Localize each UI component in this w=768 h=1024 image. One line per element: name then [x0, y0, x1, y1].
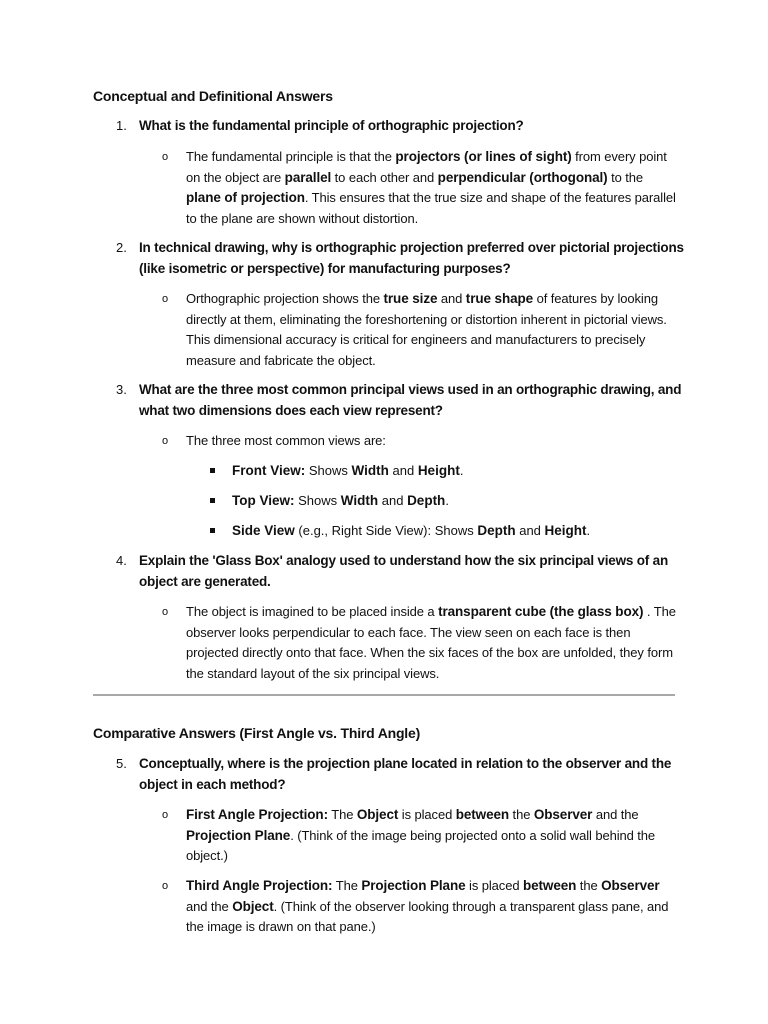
sub-bullet — [210, 498, 215, 503]
view-top: Top View: Shows Width and Depth. — [232, 493, 449, 508]
view-side: Side View (e.g., Right Side View): Shows Depth and Height. — [232, 523, 591, 538]
answer-bullet: o — [162, 606, 169, 618]
answer-1: The fundamental principle is that the projectors (or lines of sight) from every point on the object are parallel to each other and perpendicular (orthogonal) to the plane of projection. This ensures that the true size and shape of the features parallel to the plane are shown without distortion. — [186, 149, 676, 226]
question-4: Explain the 'Glass Box' analogy used to understand how the six principal views of an object are generated. — [139, 553, 668, 589]
sub-bullet — [210, 528, 215, 533]
answer-4: The object is imagined to be placed inside a transparent cube (the glass box) . The observer looks perpendicular to each face. The view seen on each face is then projected directly onto that face. When the six faces of the box are unfolded, they form the standard layout of the six principal views. — [186, 604, 676, 681]
question-3: What are the three most common principal views used in an orthographic drawing, and what two dimensions does each view represent? — [139, 382, 682, 418]
question-number: 3. — [116, 382, 127, 397]
answer-bullet: o — [162, 880, 169, 892]
answer-bullet: o — [162, 435, 169, 447]
answer-third-angle: Third Angle Projection: The Projection Plane is placed between the Observer and the Object. (Think of the observer looking through a transparent glass pane, and the image is drawn on that pane.) — [186, 878, 669, 934]
answer-first-angle: First Angle Projection: The Object is placed between the Observer and the Projection Plane. (Think of the image being projected onto a solid wall behind the object.) — [186, 807, 656, 863]
sub-bullet — [210, 468, 215, 473]
section-heading-comparative: Comparative Answers (First Angle vs. Third Angle) — [93, 725, 421, 741]
question-2: In technical drawing, why is orthographic projection preferred over pictorial projections (like isometric or perspective) for manufacturing purposes? — [139, 240, 684, 276]
question-number: 4. — [116, 553, 127, 568]
question-5: Conceptually, where is the projection plane located in relation to the observer and the object in each method? — [139, 756, 672, 792]
section-heading-conceptual: Conceptual and Definitional Answers — [93, 88, 333, 104]
answer-bullet: o — [162, 151, 169, 163]
question-number: 2. — [116, 240, 127, 255]
answer-3-intro: The three most common views are: — [186, 433, 386, 448]
section-divider — [93, 694, 675, 696]
answer-2: Orthographic projection shows the true size and true shape of features by looking directly at them, eliminating the foreshortening or distortion inherent in pictorial views. This dimensional accuracy is critical for engineers and manufacturers to precisely measure and fabricate the object. — [186, 291, 667, 368]
question-number: 5. — [116, 756, 127, 771]
view-front: Front View: Shows Width and Height. — [232, 463, 464, 478]
answer-bullet: o — [162, 809, 169, 821]
question-1: What is the fundamental principle of orthographic projection? — [139, 118, 524, 133]
answer-bullet: o — [162, 293, 169, 305]
question-number: 1. — [116, 118, 127, 133]
